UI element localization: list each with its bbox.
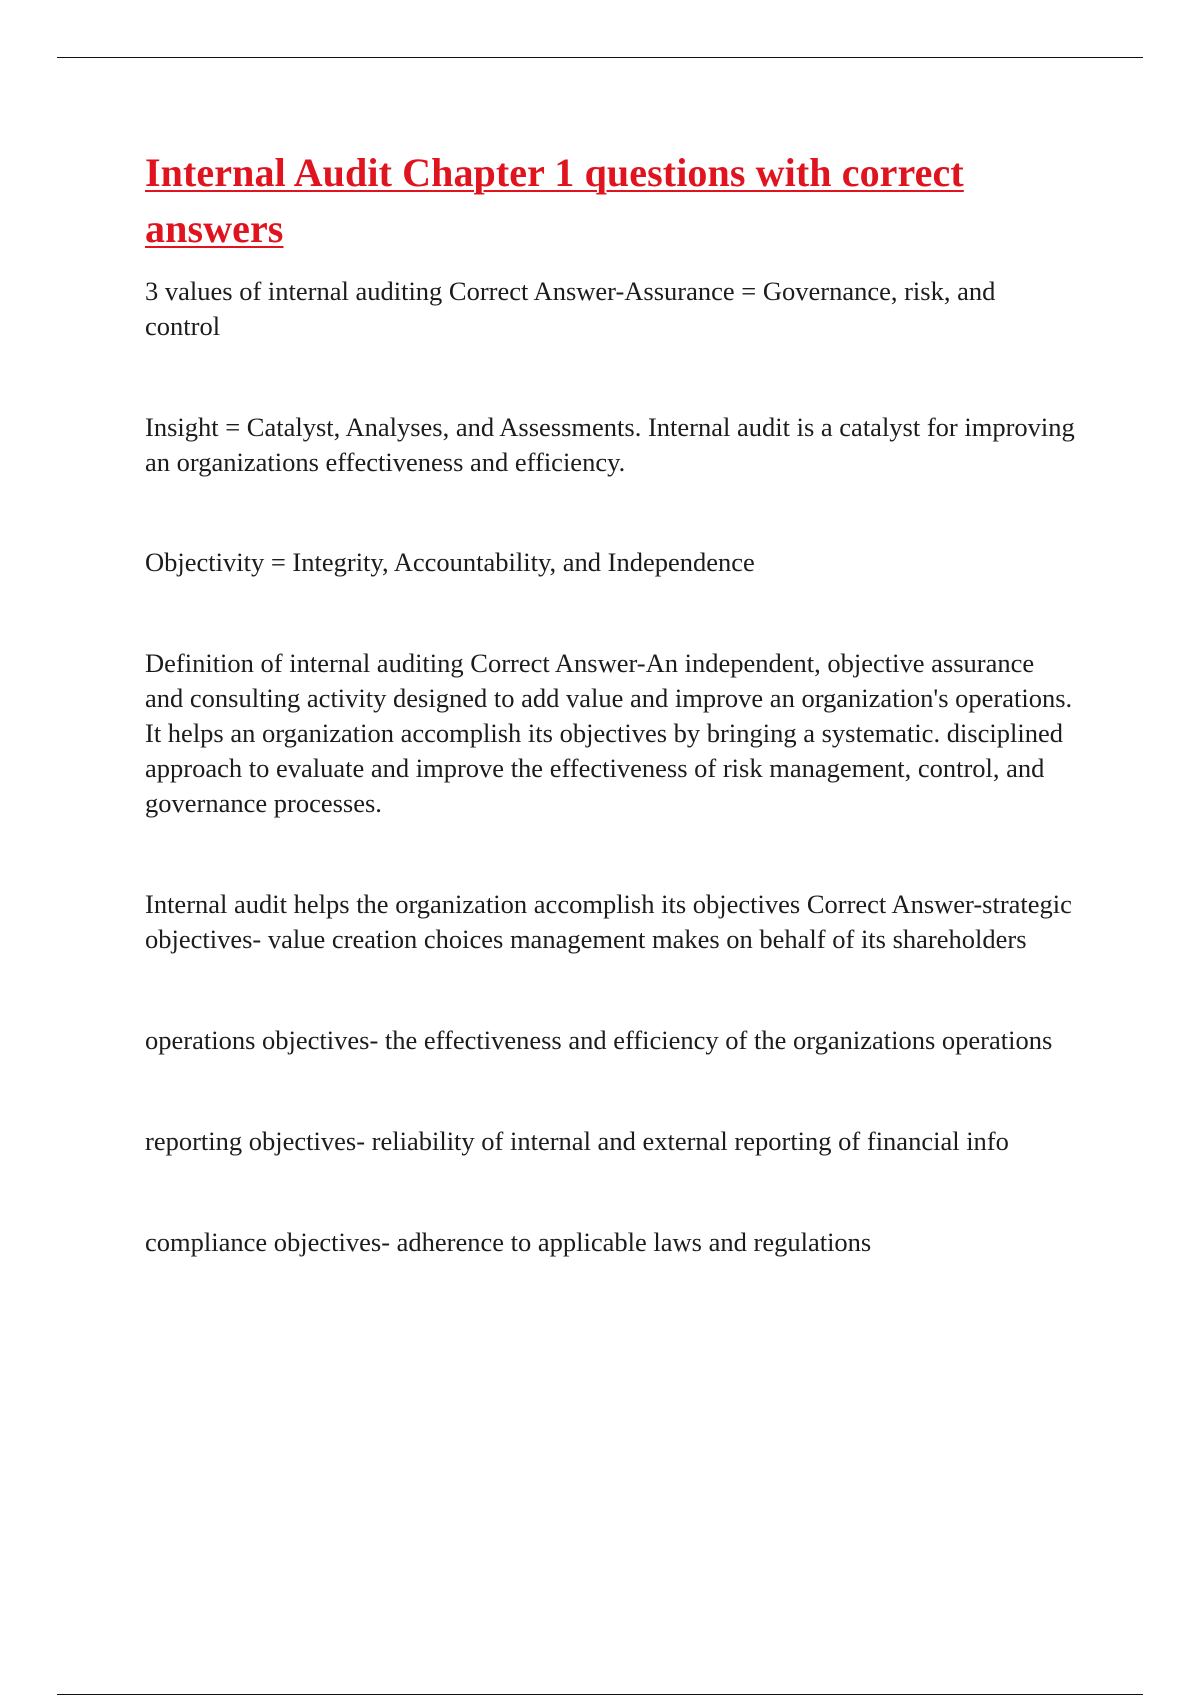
paragraph-reporting-objectives: reporting objectives- reliability of internal and external reporting of financial info — [145, 1126, 1009, 1156]
paragraph-values: 3 values of internal auditing Correct Answer-Assurance = Governance, risk, and control — [145, 276, 996, 341]
paragraph-strategic-objectives: Internal audit helps the organization accomplish its objectives Correct Answer-strategic objectives- value creation choices management makes on behalf of its shareholders — [145, 889, 1072, 954]
paragraph-compliance-objectives: compliance objectives- adherence to applicable laws and regulations — [145, 1227, 872, 1257]
paragraph-objectivity: Objectivity = Integrity, Accountability, and Independence — [145, 547, 755, 577]
paragraph-definition: Definition of internal auditing Correct Answer-An independent, objective assurance and consulting activity designed to add value and improve an organization's operations. It helps an organization accomplish its objectives by bringing a systematic. disciplined approach to evaluate and improve the effectiveness of risk management, control, and governance processes. — [145, 648, 1073, 818]
document-body — [145, 145, 1075, 1260]
footer-rule — [57, 1694, 1143, 1695]
document-title: Internal Audit Chapter 1 questions with correct answers — [145, 150, 964, 251]
paragraph-insight: Insight = Catalyst, Analyses, and Assessments. Internal audit is a catalyst for improving an organizations effectiveness and efficiency. — [145, 412, 1075, 477]
header-rule — [57, 57, 1143, 58]
paragraph-operations-objectives: operations objectives- the effectiveness and efficiency of the organizations operations — [145, 1025, 1053, 1055]
